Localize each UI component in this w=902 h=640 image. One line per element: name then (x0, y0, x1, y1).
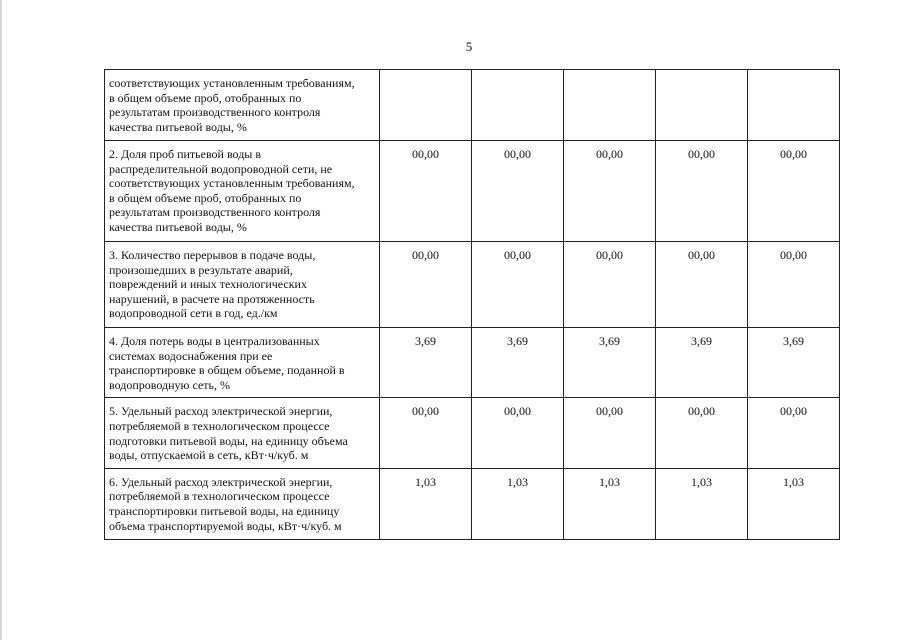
indicator-value-cell (564, 70, 656, 141)
indicator-value-cell: 1,03 (472, 468, 564, 539)
indicator-label-line: соответствующих установленным требованиям, (109, 76, 355, 90)
indicator-value-cell: 1,03 (564, 468, 656, 539)
page-number: 5 (465, 39, 473, 54)
indicator-value-cell: 3,69 (748, 328, 840, 398)
indicators-table-body (105, 70, 840, 540)
indicator-value-cell: 1,03 (748, 468, 840, 539)
indicator-value-cell: 00,00 (564, 141, 656, 242)
indicator-value-cell: 3,69 (472, 328, 564, 398)
indicator-label-line: водопроводной сети в год, ед./км (109, 306, 278, 321)
table-row (105, 328, 840, 398)
indicator-label-line: 4. Доля потерь воды в централизованных (109, 334, 320, 348)
indicator-value-cell: 00,00 (564, 398, 656, 468)
indicator-label-line: воды, отпускаемой в сеть, кВт·ч/куб. м (109, 448, 309, 463)
indicator-label-line: 5. Удельный расход электрической энергии, (109, 404, 333, 419)
indicator-value-cell: 00,00 (380, 141, 472, 242)
indicator-value-cell: 00,00 (656, 242, 748, 328)
indicator-value-cell: 00,00 (564, 242, 656, 328)
indicator-label-line: водопроводную сеть, % (109, 377, 231, 392)
indicator-value-cell: 00,00 (380, 398, 472, 468)
indicator-label-cell (105, 141, 380, 242)
table-row (105, 398, 840, 468)
indicator-label-line: подготовки питьевой воды, на единицу объема (109, 433, 348, 448)
indicator-value-cell: 00,00 (656, 141, 748, 242)
table-row (105, 70, 840, 141)
indicator-value-cell: 00,00 (748, 398, 840, 468)
indicators-table (104, 69, 840, 540)
indicator-label-cell (105, 328, 380, 398)
indicator-label-cell (105, 468, 380, 539)
indicator-value-cell (656, 70, 748, 141)
table-row (105, 242, 840, 328)
indicator-label-line: произошедших в результате аварий, (109, 262, 293, 277)
indicator-label-line: транспортировке в общем объеме, поданной в (109, 363, 345, 378)
table-row (105, 468, 840, 539)
indicator-label-line: объема транспортируемой воды, кВт·ч/куб. м (109, 518, 342, 533)
indicator-value-cell (748, 70, 840, 141)
indicator-value-cell: 00,00 (380, 242, 472, 328)
indicator-value-cell: 00,00 (656, 398, 748, 468)
table-row (105, 141, 840, 242)
indicator-value-cell: 00,00 (472, 398, 564, 468)
indicator-label-cell (105, 398, 380, 468)
indicator-label-line: 2. Доля проб питьевой воды в (109, 147, 262, 161)
indicator-label-cell (105, 242, 380, 328)
indicator-label-line: системах водоснабжения при ее (109, 348, 273, 363)
indicator-value-cell: 00,00 (748, 141, 840, 242)
indicator-label-line: качества питьевой воды, % (109, 119, 247, 134)
indicator-value-cell: 3,69 (656, 328, 748, 398)
indicator-value-cell: 00,00 (472, 141, 564, 242)
indicator-label-line: нарушений, в расчете на протяженность (109, 291, 315, 306)
indicator-label-line: 3. Количество перерывов в подаче воды, (109, 248, 316, 262)
indicator-label-line: 6. Удельный расход электрической энергии, (109, 474, 333, 489)
indicator-value-cell (472, 70, 564, 141)
indicator-value-cell: 3,69 (564, 328, 656, 398)
indicator-label-line: потребляемой в технологическом процессе (109, 489, 330, 504)
indicator-label-line: распределительной водопроводной сети, не (109, 161, 333, 176)
indicator-value-cell: 3,69 (380, 328, 472, 398)
indicator-label-cell (105, 70, 380, 141)
indicator-label-line: в общем объеме проб, отобранных по (109, 190, 302, 205)
indicator-value-cell: 1,03 (380, 468, 472, 539)
indicator-label-line: результатам производственного контроля (109, 105, 321, 120)
indicator-value-cell (380, 70, 472, 141)
indicator-label-line: результатам производственного контроля (109, 205, 321, 220)
scan-left-edge (0, 0, 2, 640)
indicator-label-line: в общем объеме проб, отобранных по (109, 90, 302, 105)
indicator-label-line: повреждений и иных технологических (109, 277, 307, 292)
indicator-label-line: качества питьевой воды, % (109, 219, 247, 234)
indicator-value-cell: 00,00 (472, 242, 564, 328)
indicator-label-line: транспортировки питьевой воды, на единицу (109, 503, 340, 518)
indicator-value-cell: 00,00 (748, 242, 840, 328)
indicator-label-line: потребляемой в технологическом процессе (109, 418, 330, 433)
indicator-value-cell: 1,03 (656, 468, 748, 539)
indicator-label-line: соответствующих установленным требованиям, (109, 176, 355, 191)
